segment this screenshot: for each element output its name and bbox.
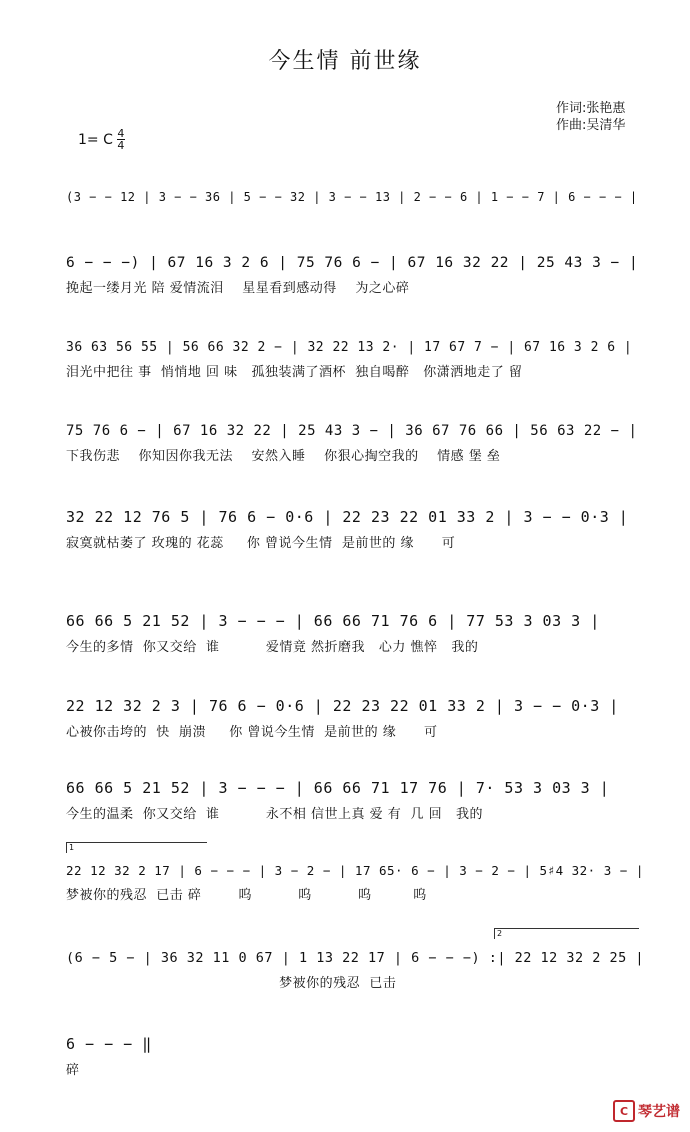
composer-credit: 作曲:吴清华 [556, 118, 626, 133]
score-line [66, 779, 650, 822]
notation-row: 6 − − − ‖ [66, 1035, 152, 1053]
first-ending-label: 1 [69, 843, 75, 852]
score-line [66, 950, 650, 991]
lyrics-row: 今生的多情 你又交给 谁 爱情竟 然折磨我 心力 憔悴 我的 [66, 640, 479, 655]
notation-row: 66 66 5 21 52 | 3 − − − | 66 66 71 76 6 | 77 53 3 03 3 | [66, 612, 600, 630]
lyrics-row: 碎 [66, 1063, 80, 1078]
qinyipu-logo-icon: C [613, 1100, 635, 1122]
second-ending-label: 2 [497, 929, 503, 938]
second-ending-bracket [494, 928, 639, 939]
notation-row: (3 − − 12 | 3 − − 36 | 5 − − 32 | 3 − − 13 | 2 − − 6 | 1 − − 7 | 6 − − − | [66, 190, 638, 204]
score-line [66, 340, 650, 380]
notation-row: 22 12 32 2 17 | 6 − − − | 3 − 2 − | 17 65· 6 − | 3 − 2 − | 5♯4 32· 3 − | [66, 863, 644, 878]
notation-row: 36 63 56 55 | 56 66 32 2 − | 32 22 13 2· | 17 67 7 − | 67 16 3 2 6 | [66, 340, 633, 355]
notation-row: 66 66 5 21 52 | 3 − − − | 66 66 71 17 76 | 7· 53 3 03 3 | [66, 779, 610, 797]
notation-row: 32 22 12 76 5 | 76 6 − 0·6 | 22 23 22 01 33 2 | 3 − − 0·3 | [66, 508, 629, 526]
score-line [66, 255, 650, 296]
lyricist-credit: 作词:张艳惠 [556, 101, 626, 116]
lyrics-row: 梦被你的残忍 已击 碎 呜 呜 呜 呜 [66, 888, 427, 903]
score-line [66, 1035, 650, 1078]
lyrics-row: 寂寞就枯萎了 玫瑰的 花蕊 你 曾说今生情 是前世的 缘 可 [66, 536, 456, 551]
notation-row: (6 − 5 − | 36 32 11 0 67 | 1 13 22 17 | 6 − − −) :| 22 12 32 2 25 | [66, 950, 645, 966]
notation-row: 6 − − −) | 67 16 3 2 6 | 75 76 6 − | 67 16 32 22 | 25 43 3 − | [66, 255, 639, 271]
lyrics-row: 梦被你的残忍 已击 [66, 976, 397, 991]
first-ending-bracket [66, 842, 207, 853]
lyrics-row: 今生的温柔 你又交给 谁 永不相 信世上真 爱 有 几 回 我的 [66, 807, 484, 822]
time-bottom: 4 [117, 139, 125, 152]
credits [556, 100, 625, 134]
score-line [66, 863, 650, 903]
lyrics-row: 挽起一缕月光 陪 爱情流泪 星星看到感动得 为之心碎 [66, 281, 410, 296]
song-title: 今生情 前世缘 [268, 49, 422, 74]
score-line [66, 190, 650, 210]
time-top: 4 [117, 127, 125, 140]
notation-row: 22 12 32 2 3 | 76 6 − 0·6 | 22 23 22 01 33 2 | 3 − − 0·3 | [66, 697, 619, 715]
score-line [66, 612, 650, 655]
score-line [66, 697, 650, 740]
time-signature [117, 128, 125, 151]
watermark-text: 琴艺谱 [638, 1104, 680, 1120]
lyrics-row: 泪光中把往 事 悄悄地 回 味 孤独装满了酒杯 独自喝醉 你潇洒地走了 留 [66, 365, 523, 380]
score-line [66, 508, 650, 551]
lyrics-row: 下我伤悲 你知因你我无法 安然入睡 你狠心掏空我的 情感 堡 垒 [66, 449, 501, 464]
lyrics-row: 心被你击垮的 快 崩溃 你 曾说今生情 是前世的 缘 可 [66, 725, 438, 740]
score-line [66, 423, 650, 464]
notation-row: 75 76 6 − | 67 16 32 22 | 25 43 3 − | 36 67 76 66 | 56 63 22 − | [66, 423, 638, 439]
key-label: 1= C [78, 131, 113, 148]
watermark-logo [613, 1100, 680, 1122]
key-signature [78, 128, 125, 151]
